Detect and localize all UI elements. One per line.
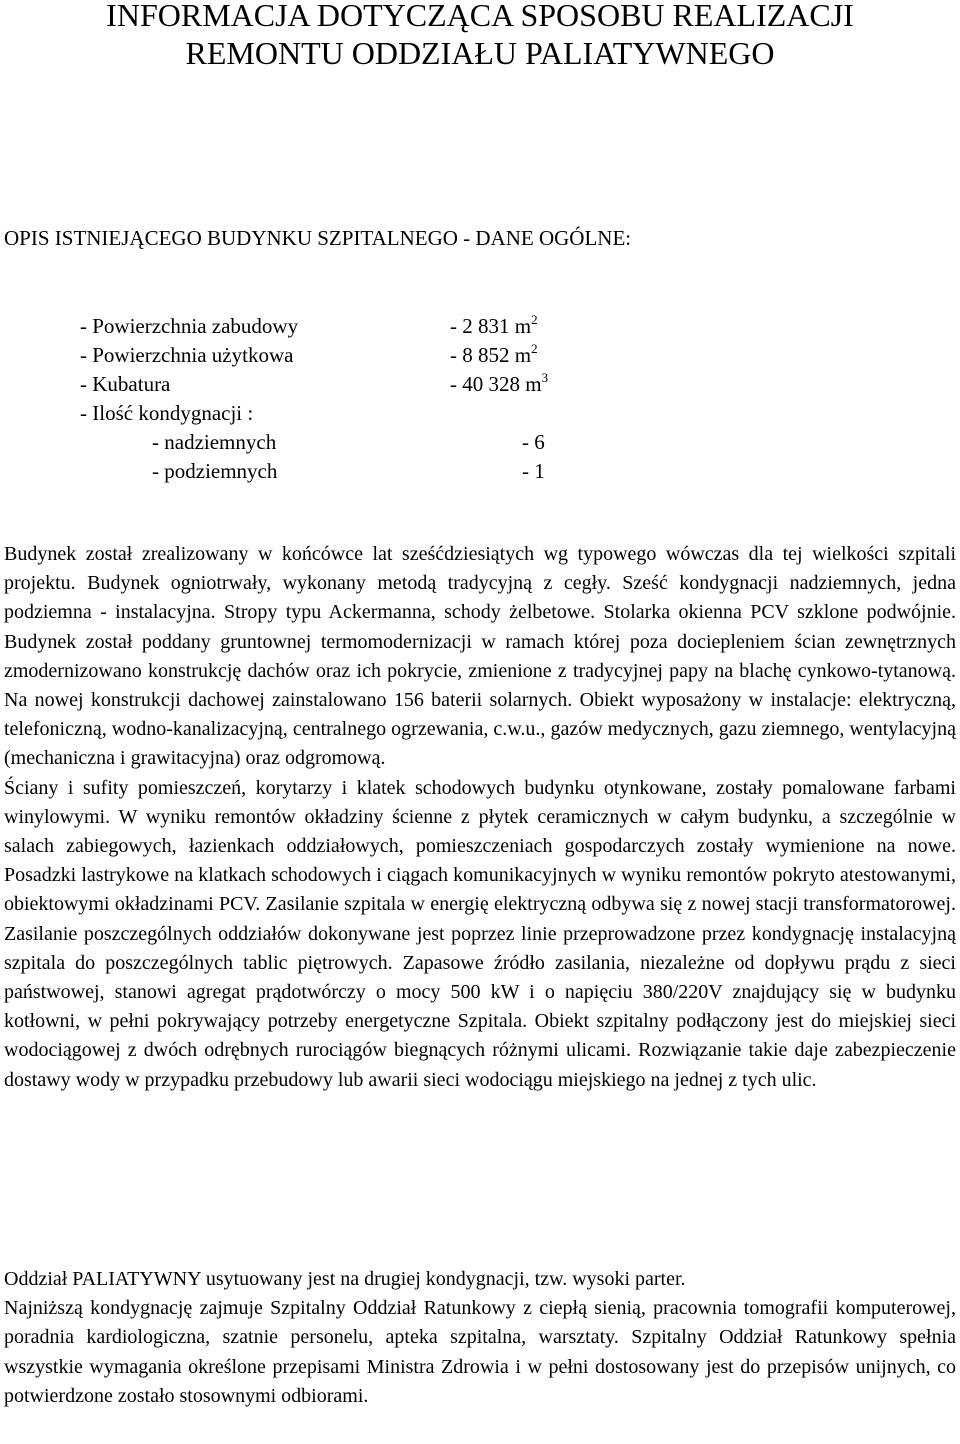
- stat-value: - 6: [522, 430, 545, 454]
- unit-exponent: 2: [531, 341, 538, 356]
- section-heading: OPIS ISTNIEJĄCEGO BUDYNKU SZPITALNEGO - DANE OGÓLNE:: [4, 226, 632, 250]
- location-block: [4, 1265, 956, 1411]
- unit-exponent: 3: [541, 370, 549, 385]
- description-block: [4, 540, 956, 1095]
- stat-label: - nadziemnych: [152, 430, 277, 454]
- stat-label: - Powierzchnia użytkowa: [80, 343, 294, 367]
- unit-exponent: 2: [531, 312, 538, 327]
- stat-value: - 2 831 $m^2$: [450, 312, 538, 338]
- paragraph-ward-location: Oddział PALIATYWNY usytuowany jest na drugiej kondygnacji, tzw. wysoki parter.: [4, 1268, 686, 1290]
- paragraph-building-description: Budynek został zrealizowany w końcówce lat sześćdziesiątych wg typowego wówczas dla tej wielkości szpitali projektu. Budynek ogniotrwały, wykonany metodą tradycyjną z cegły. Sześć kondygnacji nadziemnych, jedna podziemna - instalacyjna. Stropy typu Ackermanna, schody żelbetowe. Stolarka okienna PCV szklone podwójnie. Budynek został poddany gruntownej termomodernizacji w ramach której poza dociepleniem ścian zewnętrznych zmodernizowano konstrukcję dachów oraz ich pokrycie, zmienione z tradycyjnej papy na blachę cynkowo-tytanową. Na nowej konstrukcji dachowej zainstalowano 156 baterii solarnych. Obiekt wyposażony w instalacje: elektryczną, telefoniczną, wodno-kanalizacyjną, centralnego ogrzewania, c.w.u., gazów medycznych, gazu ziemnego, wentylacyjną (mechaniczna i grawitacyjna) oraz odgromową.: [4, 543, 956, 770]
- title-line-1: INFORMACJA DOTYCZĄCA SPOSOBU REALIZACJI: [106, 0, 854, 33]
- stat-value: - 40 328 $m^3$: [450, 370, 549, 396]
- paragraph-lowest-floor: Najniższą kondygnację zajmuje Szpitalny Oddział Ratunkowy z ciepłą sienią, pracownia tomografii komputerowej, poradnia kardiologiczna, szatnie personelu, apteka szpitalna, warsztaty. Szpitalny Oddział Ratunkowy spełnia wszystkie wymagania określone przepisami Ministra Zdrowia i w pełni dostosowany jest do przepisów unijnych, co potwierdzone zostało stosownymi odbiorami.: [4, 1297, 956, 1407]
- title-line-2: REMONTU ODDZIAŁU PALIATYWNEGO: [185, 35, 775, 71]
- document-title: [0, 0, 960, 72]
- stat-value: - 8 852 $m^2$: [450, 341, 538, 367]
- stat-label: - Powierzchnia zabudowy: [80, 314, 299, 338]
- paragraph-walls-and-utilities: Ściany i sufity pomieszczeń, korytarzy i klatek schodowych budynku otynkowane, zostały pomalowane farbami winylowymi. W wyniku remontów okładziny ścienne z płytek ceramicznych w całym budynku, a szczególnie w salach zabiegowych, łazienkach oddziałowych, pomieszczeniach gospodarczych zostały wymienione na nowe. Posadzki lastrykowe na klatkach schodowych i ciągach komunikacyjnych w wyniku remontów pokryto atestowanymi, obiektowymi okładzinami PCV. Zasilanie szpitala w energię elektryczną odbywa się z nowej stacji transformatorowej. Zasilanie poszczególnych oddziałów dokonywane jest poprzez linie przeprowadzone przez kondygnację instalacyjną szpitala do poszczególnych tablic piętrowych. Zapasowe źródło zasilania, niezależne od dopływu prądu z sieci państwowej, stanowi agregat prądotwórczy o mocy 500 kW i o napięciu 380/220V znajdujący się w budynku kotłowni, w pełni pokrywający potrzeby energetyczne Szpitala. Obiekt szpitalny podłączony jest do miejskiej sieci wodociągowej z dwóch odrębnych rurociągów biegnących różnymi ulicami. Rozwiązanie takie daje zabezpieczenie dostawy wody w przypadku przebudowy lub awarii sieci wodociągu miejskiego na jednej z tych ulic.: [4, 776, 956, 1091]
- stat-label: - Kubatura: [80, 372, 171, 396]
- stat-value: - 1: [522, 459, 545, 483]
- stat-label: - podziemnych: [152, 459, 278, 483]
- stat-label: - Ilość kondygnacji :: [80, 401, 254, 425]
